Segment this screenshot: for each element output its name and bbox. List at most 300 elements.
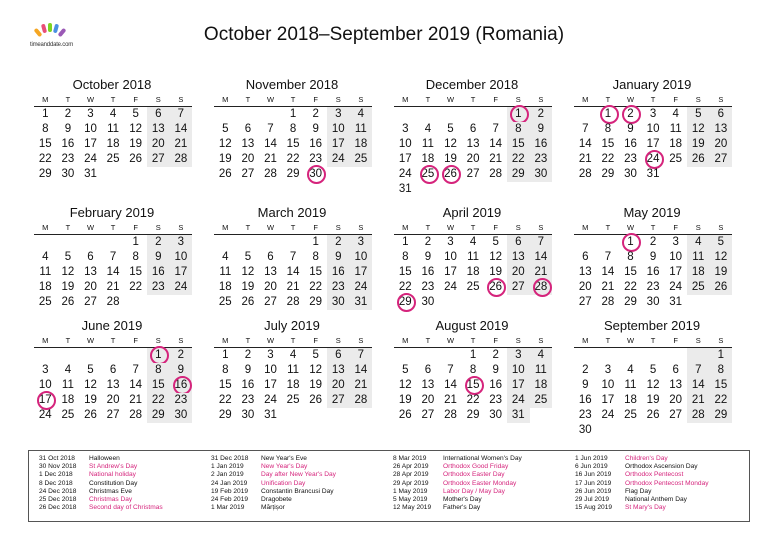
day-cell: 6 <box>507 235 530 250</box>
holiday-name: Orthodox Pentecost <box>625 471 684 479</box>
day-cell: 29 <box>286 168 300 180</box>
holiday-row <box>393 471 573 479</box>
day-cell: 20 <box>241 153 255 165</box>
empty-cell <box>462 107 485 122</box>
day-cell: 4 <box>672 108 679 120</box>
holiday-row <box>575 504 755 512</box>
month-name: May 2019 <box>623 205 681 220</box>
day-cell: 29 <box>309 296 323 308</box>
day-cell: 9 <box>244 364 252 376</box>
weekday-header: W <box>439 94 462 107</box>
day-cell: 14 <box>601 266 615 278</box>
holiday-day-cell: 15 <box>462 378 485 393</box>
month-calendar <box>32 204 192 310</box>
holiday-date: 26 Apr 2019 <box>393 463 429 471</box>
weekday-header: S <box>710 94 733 107</box>
day-cell: 17 <box>669 266 683 278</box>
holiday-name: Orthodox Good Friday <box>443 463 509 471</box>
weekday-header: S <box>687 94 710 107</box>
day-cell: 22 <box>466 394 480 406</box>
day-cell: 5 <box>447 123 454 135</box>
holiday-date: 26 Dec 2018 <box>39 504 77 512</box>
day-cell: 16 <box>578 394 592 406</box>
day-cell: 11 <box>467 251 480 263</box>
day-cell: 29 <box>507 167 530 182</box>
holiday-column <box>39 455 219 512</box>
day-cell: 17 <box>84 138 97 150</box>
day-cell: 19 <box>398 394 412 406</box>
holiday-column <box>211 455 391 512</box>
weekday-header: S <box>170 94 193 107</box>
day-cell: 14 <box>578 138 592 150</box>
day-cell: 17 <box>350 265 373 280</box>
day-cell: 31 <box>264 409 277 421</box>
weekday-header: T <box>237 222 260 235</box>
holiday-name: Unification Day <box>261 479 306 487</box>
day-cell: 18 <box>421 153 435 165</box>
day-cell: 7 <box>267 123 274 135</box>
month-grid <box>34 94 192 182</box>
holiday-name: Constantin Brancusi Day <box>261 487 334 495</box>
day-cell: 25 <box>687 280 710 295</box>
day-cell: 28 <box>170 152 193 167</box>
holiday-date: 1 Mar 2019 <box>211 504 245 512</box>
day-cell: 25 <box>286 394 300 406</box>
day-cell: 27 <box>241 168 255 180</box>
day-cell: 22 <box>710 393 733 408</box>
empty-cell <box>34 348 57 363</box>
day-cell: 11 <box>624 379 637 391</box>
weekday-header: S <box>687 222 710 235</box>
day-cell: 25 <box>530 393 553 408</box>
weekday-header: S <box>530 222 553 235</box>
day-cell: 23 <box>578 409 592 421</box>
weekday-header: T <box>282 94 305 107</box>
empty-cell <box>102 348 125 363</box>
holiday-date: 8 Mar 2019 <box>393 455 427 462</box>
day-cell: 21 <box>350 378 373 393</box>
weekday-header: M <box>214 335 237 348</box>
holiday-day-cell: 29 <box>394 295 417 310</box>
logo-text: timeanddate.com <box>30 42 74 48</box>
weekday-header: S <box>327 335 350 348</box>
day-cell: 21 <box>170 137 193 152</box>
empty-cell <box>237 235 260 250</box>
weekday-header: T <box>102 222 125 235</box>
weekday-header: F <box>484 94 507 107</box>
day-cell: 16 <box>327 265 350 280</box>
day-cell: 2 <box>424 236 432 248</box>
holiday-date: 6 Jun 2019 <box>575 463 608 471</box>
day-cell: 8 <box>42 123 49 135</box>
day-cell: 7 <box>289 251 297 263</box>
weekday-header: F <box>664 94 687 107</box>
day-cell: 7 <box>492 123 499 135</box>
weekday-header: W <box>439 335 462 348</box>
holiday-name: Day after New Year's Day <box>261 471 336 479</box>
holiday-date: 1 Dec 2018 <box>39 471 73 479</box>
month-calendar <box>572 204 732 310</box>
weekday-header: M <box>34 222 57 235</box>
weekday-header: S <box>350 222 373 235</box>
month-calendar <box>212 204 372 310</box>
weekday-header: S <box>530 94 553 107</box>
day-cell: 8 <box>627 251 634 263</box>
day-cell: 2 <box>170 348 193 363</box>
day-cell: 2 <box>582 364 589 376</box>
month-name: November 2018 <box>245 77 339 92</box>
day-cell: 4 <box>64 364 72 376</box>
holiday-row <box>575 455 755 463</box>
day-cell: 15 <box>309 266 323 278</box>
day-cell: 12 <box>309 364 323 376</box>
empty-cell <box>439 348 462 363</box>
holiday-day-cell: 1 <box>147 348 170 363</box>
day-cell: 25 <box>466 281 480 293</box>
day-cell: 31 <box>507 408 530 423</box>
day-cell: 14 <box>170 122 193 137</box>
day-cell: 26 <box>398 409 412 421</box>
weekday-header: T <box>57 222 80 235</box>
weekday-header: W <box>259 335 282 348</box>
day-cell: 12 <box>218 138 232 150</box>
empty-cell <box>394 348 417 363</box>
day-cell: 30 <box>530 167 553 182</box>
day-cell: 26 <box>646 409 660 421</box>
empty-cell <box>57 235 80 250</box>
day-cell: 18 <box>530 378 553 393</box>
day-cell: 10 <box>444 251 457 263</box>
day-cell: 11 <box>39 266 52 278</box>
weekday-header: T <box>57 94 80 107</box>
day-cell: 15 <box>286 138 300 150</box>
holiday-row <box>211 504 391 512</box>
holiday-name: Halloween <box>89 455 120 462</box>
day-cell: 19 <box>309 379 323 391</box>
day-cell: 4 <box>627 364 634 376</box>
day-cell: 14 <box>129 379 143 391</box>
weekday-header: S <box>507 94 530 107</box>
empty-cell <box>259 107 282 122</box>
empty-cell <box>214 235 237 250</box>
day-cell: 19 <box>129 138 143 150</box>
day-cell: 29 <box>710 408 733 423</box>
day-cell: 22 <box>309 281 323 293</box>
weekday-header: T <box>597 335 620 348</box>
day-cell: 31 <box>398 183 412 195</box>
day-cell: 4 <box>222 251 229 263</box>
holiday-date: 24 Jan 2019 <box>211 479 248 487</box>
holiday-row <box>39 504 219 512</box>
day-cell: 22 <box>147 393 170 408</box>
holiday-row <box>393 463 573 471</box>
day-cell: 27 <box>578 296 592 308</box>
day-cell: 28 <box>350 393 373 408</box>
holiday-name: Constitution Day <box>89 479 138 487</box>
day-cell: 18 <box>218 281 232 293</box>
weekday-header: F <box>304 222 327 235</box>
day-cell: 21 <box>106 281 120 293</box>
day-cell: 12 <box>687 122 710 137</box>
day-cell: 4 <box>42 251 49 263</box>
holiday-name: Father's Day <box>443 504 481 512</box>
day-cell: 5 <box>87 364 94 376</box>
day-cell: 30 <box>327 295 350 310</box>
holiday-row <box>575 463 755 471</box>
day-cell: 29 <box>624 296 637 308</box>
weekday-header: M <box>394 94 417 107</box>
day-cell: 24 <box>601 409 615 421</box>
day-cell: 1 <box>469 349 477 361</box>
weekday-header: S <box>687 335 710 348</box>
empty-cell <box>34 235 57 250</box>
month-name: July 2019 <box>264 318 320 333</box>
holiday-date: 5 May 2019 <box>393 495 428 503</box>
day-cell: 26 <box>710 280 733 295</box>
day-cell: 25 <box>669 153 683 165</box>
holiday-day-cell: 25 <box>417 167 440 182</box>
weekday-header: W <box>79 222 102 235</box>
weekday-header: T <box>102 335 125 348</box>
weekday-header: T <box>282 335 305 348</box>
day-cell: 28 <box>106 296 120 308</box>
day-cell: 23 <box>309 153 323 165</box>
empty-cell <box>574 107 597 122</box>
weekday-header: T <box>642 222 665 235</box>
day-cell: 17 <box>646 138 660 150</box>
holiday-day-cell: 1 <box>597 107 620 122</box>
weekday-header: T <box>57 335 80 348</box>
day-cell: 6 <box>244 123 252 135</box>
day-cell: 20 <box>84 281 97 293</box>
day-cell: 3 <box>87 108 94 120</box>
day-cell: 1 <box>132 236 139 248</box>
day-cell: 24 <box>669 281 683 293</box>
day-cell: 24 <box>170 280 193 295</box>
day-cell: 6 <box>87 251 94 263</box>
day-cell: 23 <box>421 281 435 293</box>
day-cell: 21 <box>601 281 615 293</box>
holiday-row <box>575 471 755 479</box>
holiday-name: Christmas Day <box>89 495 133 503</box>
day-cell: 13 <box>106 379 120 391</box>
holiday-name: Dragobete <box>261 495 292 503</box>
day-cell: 18 <box>286 379 300 391</box>
day-cell: 2 <box>312 108 319 120</box>
holiday-column <box>575 455 755 512</box>
day-cell: 20 <box>578 281 592 293</box>
month-name: June 2019 <box>81 318 143 333</box>
day-cell: 3 <box>604 364 612 376</box>
holiday-day-cell: 26 <box>484 280 507 295</box>
month-grid <box>394 335 552 423</box>
day-cell: 3 <box>42 364 49 376</box>
day-cell: 11 <box>350 122 373 137</box>
holiday-day-cell: 17 <box>34 393 57 408</box>
holiday-name: Orthodox Ascension Day <box>625 463 698 471</box>
day-cell: 15 <box>129 266 143 278</box>
day-cell: 26 <box>218 168 232 180</box>
day-cell: 1 <box>289 108 297 120</box>
day-cell: 7 <box>132 364 139 376</box>
day-cell: 23 <box>624 153 637 165</box>
day-cell: 21 <box>530 265 553 280</box>
day-cell: 19 <box>444 153 457 165</box>
day-cell: 20 <box>327 378 350 393</box>
day-cell: 14 <box>489 138 503 150</box>
day-cell: 3 <box>350 235 373 250</box>
month-name: October 2018 <box>72 77 152 92</box>
empty-cell <box>57 348 80 363</box>
day-cell: 28 <box>286 296 300 308</box>
empty-cell <box>282 235 305 250</box>
month-grid <box>574 94 732 182</box>
month-calendar <box>392 204 552 310</box>
holiday-name: Orthodox Easter Day <box>443 471 505 479</box>
month-name: August 2019 <box>435 318 509 333</box>
day-cell: 28 <box>264 168 277 180</box>
holiday-name: International Women's Day <box>443 455 522 462</box>
holiday-name: New Year's Eve <box>261 455 307 462</box>
weekday-header: W <box>619 94 642 107</box>
holiday-row <box>393 496 573 504</box>
holiday-day-cell: 16 <box>170 378 193 393</box>
holiday-name: Orthodox Pentecost Monday <box>625 479 709 487</box>
day-cell: 15 <box>147 378 170 393</box>
holiday-row <box>393 504 573 512</box>
weekday-header: F <box>484 335 507 348</box>
day-cell: 22 <box>38 153 52 165</box>
day-cell: 7 <box>604 251 612 263</box>
day-cell: 26 <box>309 394 323 406</box>
holiday-date: 31 Dec 2018 <box>211 455 249 462</box>
day-cell: 19 <box>710 265 733 280</box>
day-cell: 15 <box>218 379 232 391</box>
day-cell: 7 <box>109 251 117 263</box>
day-cell: 8 <box>289 123 297 135</box>
weekday-header: T <box>282 222 305 235</box>
holiday-date: 15 Aug 2019 <box>575 504 613 512</box>
weekday-header: M <box>34 94 57 107</box>
weekday-header: T <box>237 335 260 348</box>
day-cell: 10 <box>264 364 277 376</box>
day-cell: 20 <box>147 137 170 152</box>
month-name: December 2018 <box>425 77 519 92</box>
holiday-row <box>211 496 391 504</box>
day-cell: 24 <box>38 409 52 421</box>
day-cell: 19 <box>489 266 503 278</box>
weekday-header: M <box>34 335 57 348</box>
day-cell: 26 <box>61 296 75 308</box>
day-cell: 22 <box>601 153 615 165</box>
day-cell: 16 <box>241 379 255 391</box>
day-cell: 7 <box>447 364 454 376</box>
day-cell: 16 <box>489 379 503 391</box>
day-cell: 22 <box>507 152 530 167</box>
day-cell: 10 <box>646 123 660 135</box>
weekday-header: T <box>462 335 485 348</box>
holiday-date: 29 Jul 2019 <box>575 495 610 503</box>
day-cell: 30 <box>61 168 75 180</box>
empty-cell <box>124 348 147 363</box>
day-cell: 14 <box>106 266 120 278</box>
month-calendar <box>572 76 732 182</box>
empty-cell <box>259 235 282 250</box>
day-cell: 6 <box>469 123 477 135</box>
weekday-header: F <box>304 94 327 107</box>
weekday-header: F <box>484 222 507 235</box>
day-cell: 25 <box>38 296 52 308</box>
day-cell: 6 <box>147 107 170 122</box>
weekday-header: S <box>507 335 530 348</box>
day-cell: 5 <box>710 235 733 250</box>
holiday-row <box>575 488 755 496</box>
day-cell: 17 <box>398 153 412 165</box>
holiday-row <box>393 488 573 496</box>
day-cell: 15 <box>38 138 52 150</box>
day-cell: 6 <box>582 251 589 263</box>
weekday-header: W <box>619 222 642 235</box>
day-cell: 7 <box>530 235 553 250</box>
day-cell: 9 <box>649 251 657 263</box>
day-cell: 10 <box>327 122 350 137</box>
empty-cell <box>417 348 440 363</box>
holiday-day-cell: 24 <box>642 152 665 167</box>
day-cell: 5 <box>687 107 710 122</box>
day-cell: 11 <box>287 364 300 376</box>
day-cell: 17 <box>507 378 530 393</box>
day-cell: 14 <box>687 378 710 393</box>
weekday-header: W <box>619 335 642 348</box>
empty-cell <box>619 348 642 363</box>
day-cell: 9 <box>530 122 553 137</box>
day-cell: 18 <box>687 265 710 280</box>
day-cell: 28 <box>444 409 457 421</box>
month-calendar <box>572 317 732 438</box>
day-cell: 22 <box>398 281 412 293</box>
day-cell: 8 <box>222 364 229 376</box>
day-cell: 13 <box>241 138 255 150</box>
weekday-header: W <box>259 222 282 235</box>
holiday-day-cell: 28 <box>530 280 553 295</box>
day-cell: 28 <box>578 168 592 180</box>
weekday-header: S <box>327 222 350 235</box>
weekday-header: M <box>574 94 597 107</box>
month-name: January 2019 <box>612 77 692 92</box>
day-cell: 27 <box>466 168 480 180</box>
month-name: March 2019 <box>257 205 327 220</box>
holiday-day-cell: 1 <box>619 235 642 250</box>
weekday-header: W <box>439 222 462 235</box>
day-cell: 31 <box>669 296 683 308</box>
day-cell: 11 <box>421 138 434 150</box>
holiday-column <box>393 455 573 512</box>
weekday-header: T <box>417 94 440 107</box>
holiday-name: St Andrew's Day <box>89 463 138 471</box>
day-cell: 21 <box>129 394 143 406</box>
day-cell: 12 <box>646 379 660 391</box>
weekday-header: T <box>597 222 620 235</box>
day-cell: 4 <box>469 236 477 248</box>
day-cell: 22 <box>286 153 300 165</box>
day-cell: 18 <box>624 394 637 406</box>
weekday-header: T <box>642 94 665 107</box>
day-cell: 22 <box>218 394 232 406</box>
day-cell: 25 <box>106 153 120 165</box>
month-calendar <box>32 317 192 423</box>
day-cell: 21 <box>687 393 710 408</box>
holiday-name: Flag Day <box>625 487 652 495</box>
